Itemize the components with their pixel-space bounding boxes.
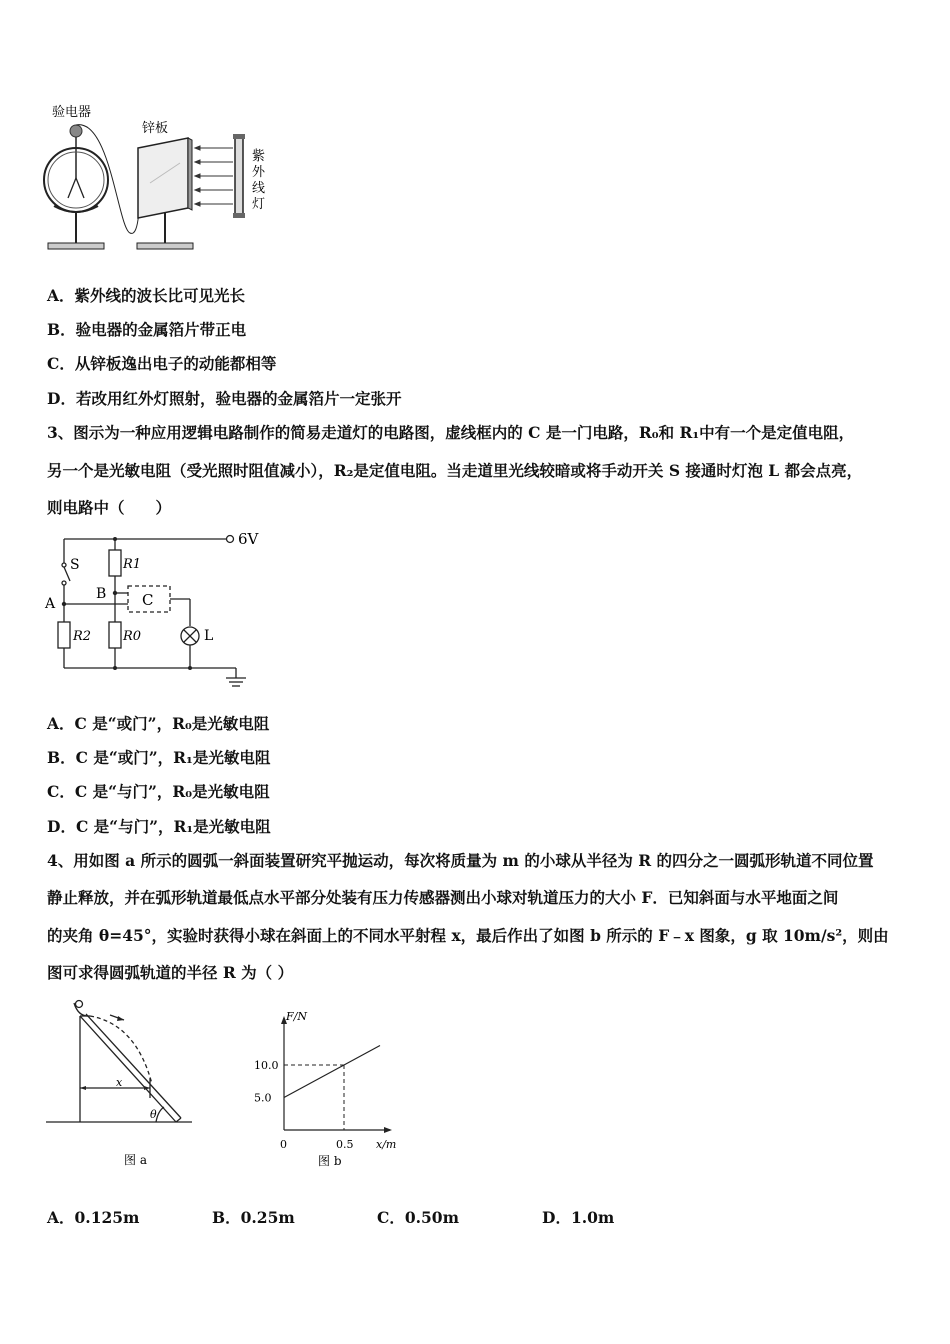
q4-option-b: B．0.25m [212,1208,295,1227]
chart-origin-label: 0 [280,1138,287,1151]
q3-option-d: D．C 是“与门”，R₁是光敏电阻 [47,817,271,836]
q3-option-b: B．C 是“或门”，R₁是光敏电阻 [47,748,271,767]
q3-option-a: A．C 是“或门”，R₀是光敏电阻 [47,714,270,733]
q4-stem-line4: 图可求得圆弧轨道的半径 R 为（ ） [47,963,294,982]
gate-label: C [142,591,154,609]
node-a-label: A [45,596,56,612]
q4-figure-b-chart [250,1010,410,1170]
switch-label: S [70,557,80,573]
fig-b-caption: 图 b [318,1154,342,1168]
fig-a-theta-label: θ [150,1108,157,1121]
chart-y-tick-label: 10.0 [254,1059,279,1072]
r0-label: R0 [123,629,142,644]
r1-label: R1 [123,557,142,572]
q4-stem-line1: 4、用如图 a 所示的圆弧一斜面装置研究平抛运动，每次将质量为 m 的小球从半径为 R 的四分之一圆弧形轨道不同位置 [47,851,874,870]
q4-option-a: A．0.125m [47,1208,140,1227]
q4-stem-line3: 的夹角 θ=45°，实验时获得小球在斜面上的不同水平射程 x，最后作出了如图 b 所示的 F﹣x 图象，g 取 10m/s²，则由 [47,926,889,945]
fig-a-x-label: x [116,1076,123,1089]
uv-lamp-char-1: 紫 [252,149,266,164]
photoelectric-figure [40,98,280,260]
zinc-plate-label: 锌板 [142,121,169,136]
chart-xlabel: x/m [376,1138,397,1151]
q4-option-c: C．0.50m [377,1208,459,1227]
q2-option-b: B．验电器的金属箔片带正电 [47,320,247,339]
chart-y-tick-label: 5.0 [254,1091,272,1105]
uv-lamp-char-3: 线 [252,181,266,196]
voltage-label: 6V [238,530,259,548]
fig-a-caption: 图 a [124,1153,147,1167]
lamp-label: L [204,628,214,644]
uv-lamp-char-2: 外 [252,165,266,180]
q3-stem-line2: 另一个是光敏电阻（受光照时阻值减小），R₂是定值电阻。当走道里光线较暗或将手动开关 S 接通时灯泡 L 都会点亮， [47,461,863,480]
q3-circuit-diagram [40,528,280,696]
r2-label: R2 [73,629,92,644]
q3-stem-line1: 3、图示为一种应用逻辑电路制作的简易走道灯的电路图，虚线框内的 C 是一门电路，R₀和 R₁中有一个是定值电阻， [47,423,855,442]
electroscope-label: 验电器 [52,105,92,120]
q2-option-a: A．紫外线的波长比可见光长 [47,286,246,305]
q4-option-d: D．1.0m [542,1208,615,1227]
chart-ylabel: F/N [286,1010,307,1023]
q2-option-c: C．从锌板逸出电子的动能都相等 [47,354,277,373]
uv-lamp-char-4: 灯 [252,197,266,212]
q4-stem-line2: 静止释放，并在弧形轨道最低点水平部分处装有压力传感器测出小球对轨道压力的大小 F．已知斜面与水平地面之间 [47,888,839,907]
q3-stem-line3: 则电路中（ ） [47,498,172,517]
q2-option-d: D．若改用红外灯照射，验电器的金属箔片一定张开 [47,389,402,408]
q3-option-c: C．C 是“与门”，R₀是光敏电阻 [47,782,270,801]
chart-series-line [284,1046,380,1098]
node-b-label: B [96,586,107,602]
q4-figure-a [44,996,194,1174]
chart-x-tick-label: 0.5 [336,1138,354,1151]
